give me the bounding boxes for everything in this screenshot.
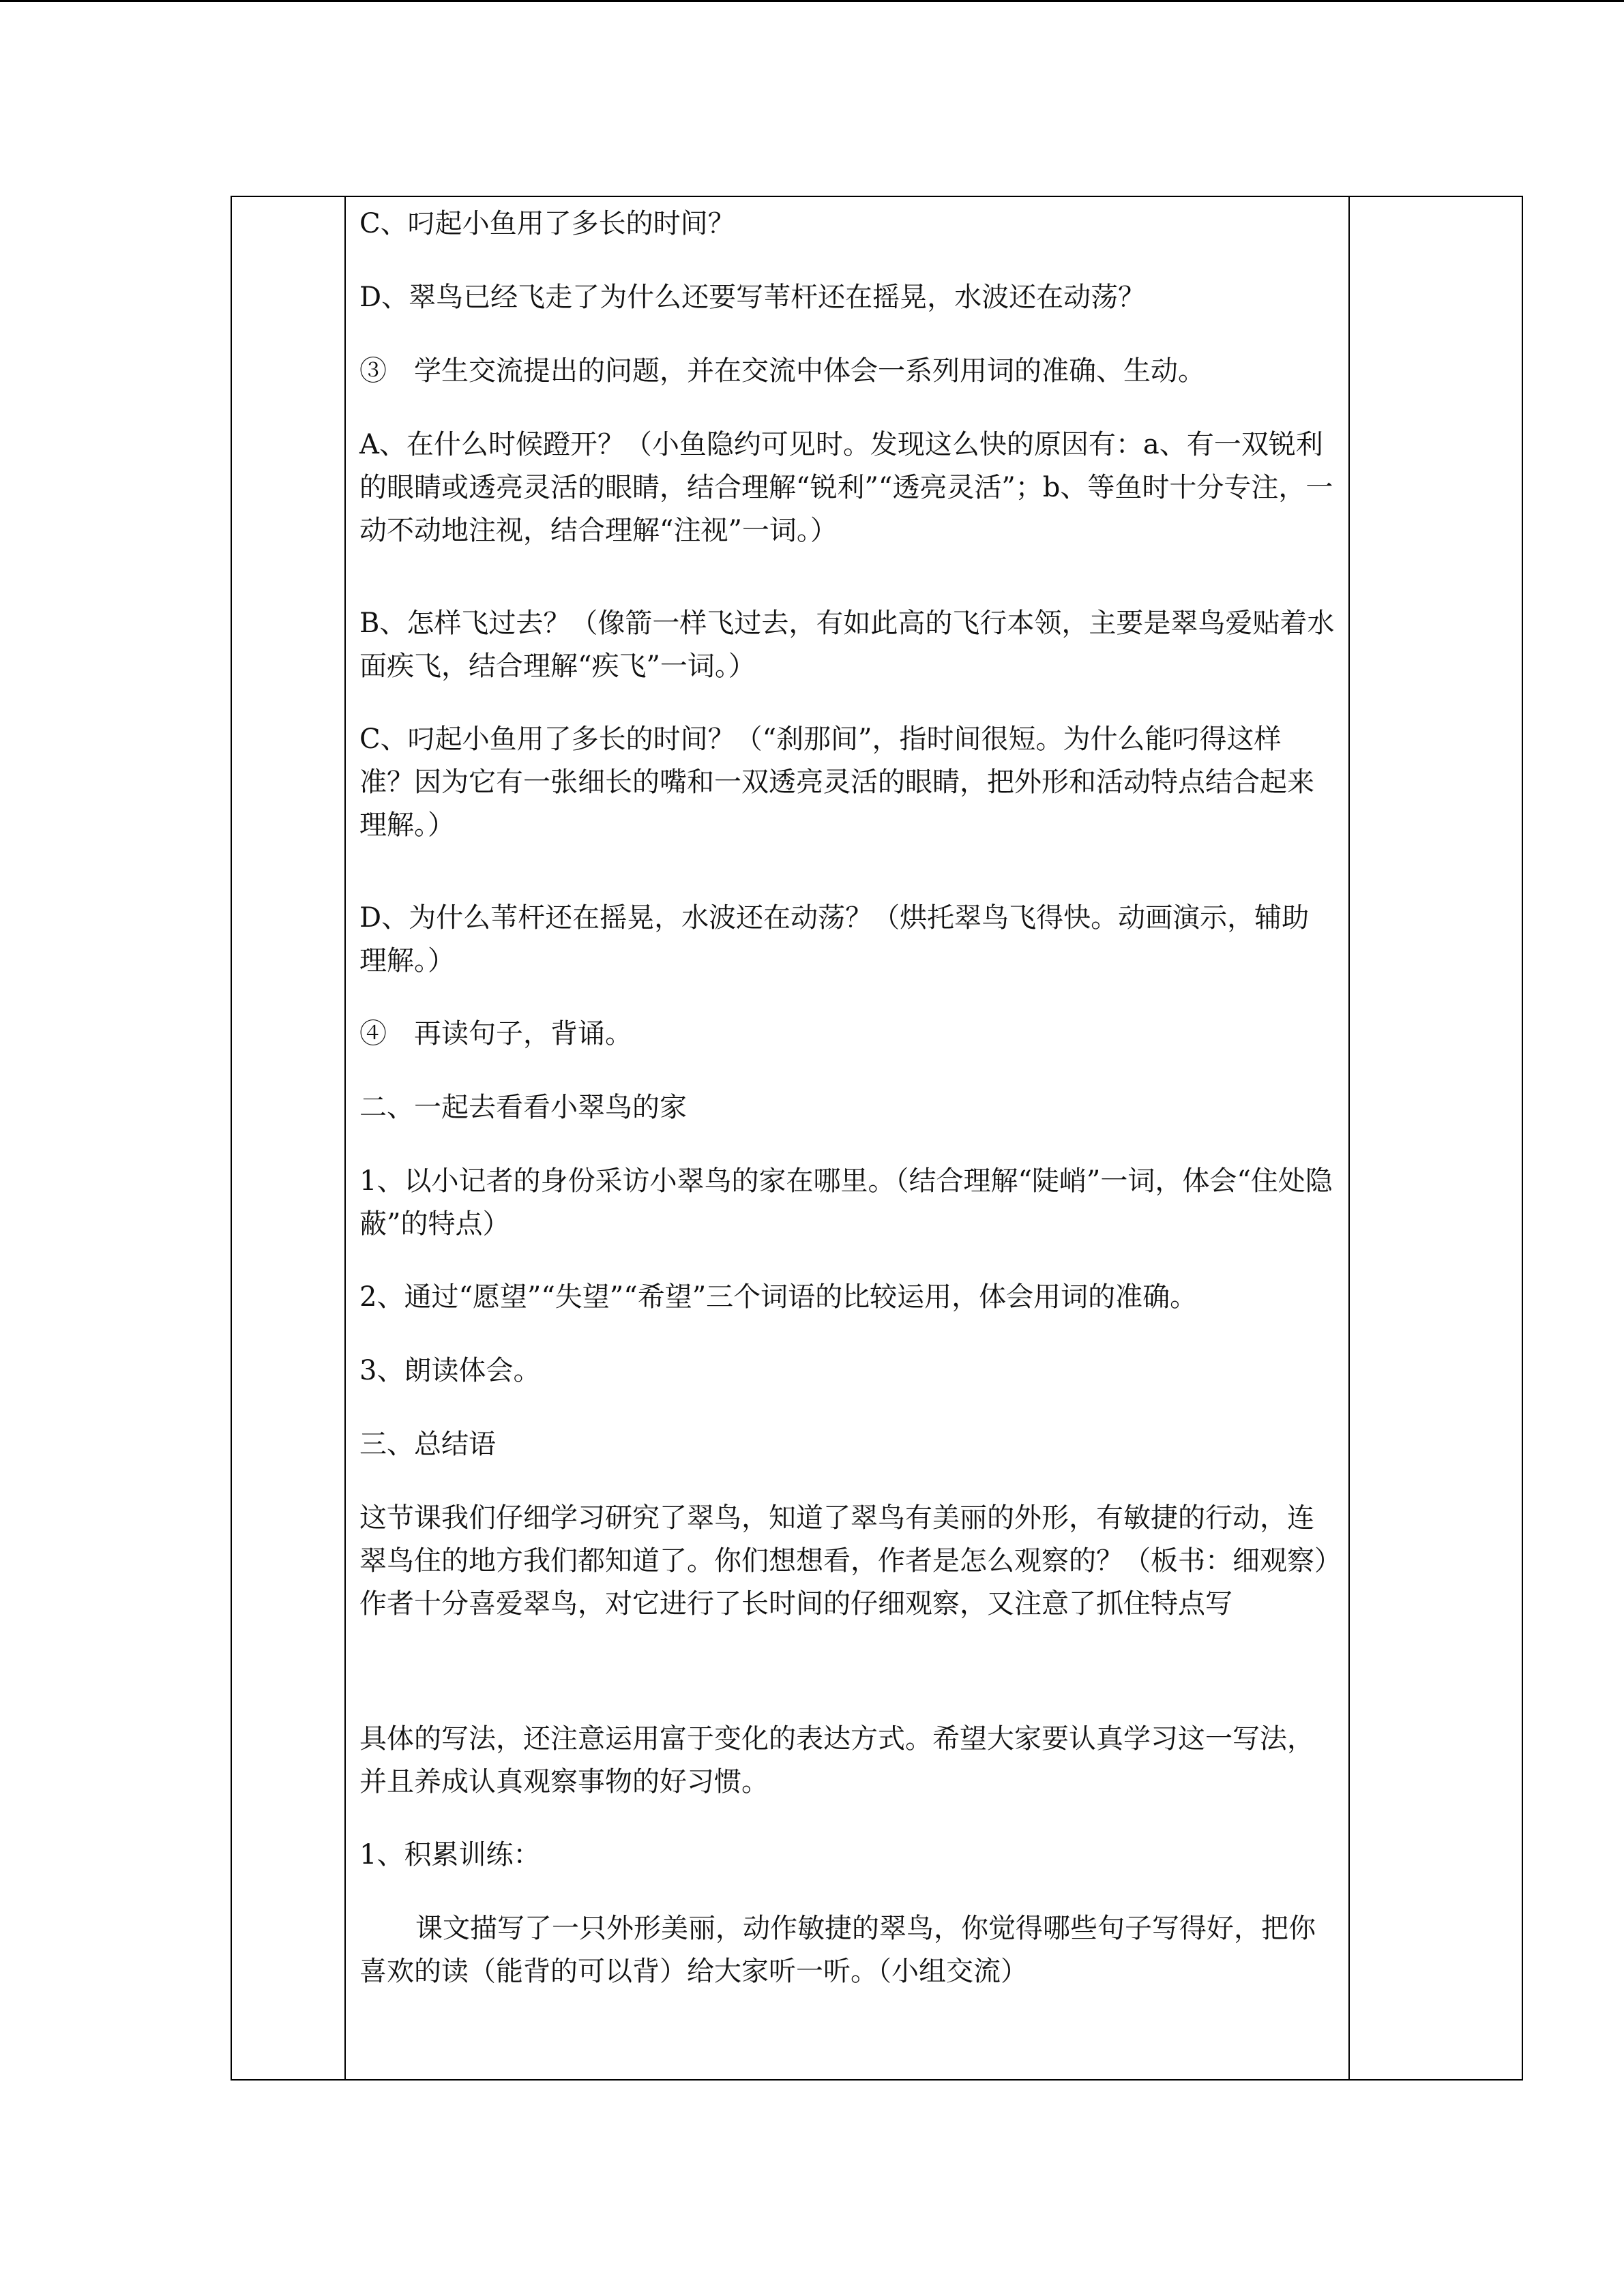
section-2-heading: 二、一起去看看小翠鸟的家: [359, 1092, 687, 1123]
answer-c: C、叼起小鱼用了多长的时间？（“刹那间”，指时间很短。为什么能叼得这样准？因为它有一张细长的嘴和一双透亮灵活的眼睛，把外形和活动特点结合起来理解。）: [359, 724, 1314, 841]
question-d: D、翠鸟已经飞走了为什么还要写苇杆还在摇晃，水波还在动荡？: [359, 282, 1146, 313]
section-3-heading: 三、总结语: [359, 1429, 496, 1460]
item-2-word-compare: 2、通过“愿望”“失望”“希望”三个词语的比较运用，体会用词的准确。: [359, 1281, 1198, 1313]
exercise-heading: 1、积累训练：: [359, 1839, 541, 1870]
exercise-instruction: 课文描写了一只外形美丽，动作敏捷的翠鸟，你觉得哪些句子写得好，把你喜欢的读（能背的可以背）给大家听一听。（小组交流）: [359, 1913, 1316, 1987]
lesson-content-cell: [359, 197, 1335, 2079]
answer-d: D、为什么苇杆还在摇晃，水波还在动荡？（烘托翠鸟飞得快。动画演示，辅助理解。）: [359, 902, 1310, 976]
item-1-interview: 1、以小记者的身份采访小翠鸟的家在哪里。（结合理解“陡峭”一词，体会“住处隐蔽”的特点）: [359, 1165, 1333, 1240]
question-c: C、叼起小鱼用了多长的时间？: [359, 208, 735, 239]
summary-continuation: 具体的写法，还注意运用富于变化的表达方式。希望大家要认真学习这一写法，并且养成认真观察事物的好习惯。: [359, 1723, 1314, 1798]
left-column-divider: [344, 197, 346, 2079]
step-4-recite: ④ 再读句子，背诵。: [359, 1018, 632, 1049]
left-margin-cell: [232, 197, 344, 2079]
right-notes-cell: [1350, 197, 1522, 2079]
answer-a: A、在什么时候蹬开？（小鱼隐约可见时。发现这么快的原因有：a、有一双锐利的眼睛或透亮灵活的眼睛，结合理解“锐利”“透亮灵活”；b、等鱼时十分专注，一动不动地注视，结合理解“注视”一词。）: [359, 429, 1333, 546]
summary-paragraph: 这节课我们仔细学习研究了翠鸟，知道了翠鸟有美丽的外形，有敏捷的行动，连翠鸟住的地方我们都知道了。你们想想看，作者是怎么观察的？（板书：细观察）作者十分喜爱翠鸟，对它进行了长时间的仔细观察，又注意了抓住特点写: [359, 1502, 1328, 1620]
lesson-plan-table: [231, 196, 1523, 2081]
page-top-border: [0, 0, 1624, 2]
answer-b: B、怎样飞过去？（像箭一样飞过去，有如此高的飞行本领，主要是翠鸟爱贴着水面疾飞，结合理解“疾飞”一词。）: [359, 608, 1335, 682]
step-3-discussion: ③ 学生交流提出的问题，并在交流中体会一系列用词的准确、生动。: [359, 355, 1205, 387]
item-3-read-aloud: 3、朗读体会。: [359, 1355, 541, 1386]
